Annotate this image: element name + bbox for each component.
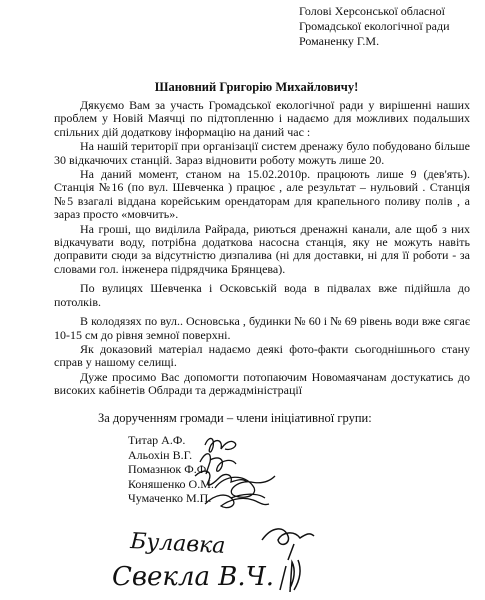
- paragraph: На нашій території при організації систем дренажу було побудовано більше 30 відкачючих станцій. Зараз відновити роботу можуть лише 20.: [54, 139, 470, 167]
- handwritten-name: Свекла В.Ч.: [112, 562, 274, 592]
- addressee-block: [299, 4, 450, 49]
- member-name: Коняшенко О.М.: [128, 476, 214, 491]
- members-list: [128, 433, 214, 506]
- signature-scribble: [215, 476, 275, 498]
- paragraph: По вулицях Шевченка і Осковській вода в підвалах вже підійшла до потолків.: [54, 281, 470, 309]
- member-name: Помазнюк Ф.Ф.: [128, 462, 210, 476]
- handwritten-flourish: [262, 529, 314, 560]
- addressee-line: Романенку Г.М.: [299, 34, 380, 48]
- member-name: Чумаченко М.П.: [128, 491, 212, 505]
- sign-line: За дорученням громади – члени ініціативної групи:: [98, 411, 372, 425]
- signature-scribble: [205, 495, 269, 508]
- letter-body: [54, 99, 470, 399]
- addressee-line: Голові Херсонської обласної: [299, 4, 446, 18]
- handwritten-flourish: [280, 560, 300, 592]
- member-name: Титар А.Ф.: [128, 433, 186, 447]
- member-name: Альохін В.Г.: [128, 447, 193, 462]
- paragraph: Дякуємо Вам за участь Громадської екологічної ради у вирішенні наших проблем у Новій Маячці по підтопленню і надаємо для можливих подальших спільних дій додаткову інформацію на даний час :: [54, 98, 470, 139]
- paragraph: На гроші, що виділила Райрада, риються дренажні канали, але щоб з них відкачувати воду, потрібна додаткова насосна станція, яку не можуть навіть доправити сюди за відсутністю дизпалива (ні для доставки, ні для її роботи - за словами гол. інженера підрядчика Брянцева).: [54, 221, 470, 276]
- paragraph: На даний момент, станом на 15.02.2010р. працюють лише 9 (дев'ять). Станція №16 (по вул. Шевченка ) працює , але результат – нульовий . Станція №5 взагалі віддана корейським орендаторам для крапельного поливу полів , а зараз просто «мовчить».: [54, 167, 470, 222]
- paragraph: Як доказовий матеріал надаємо деякі фото-факти сьогоднішнього стану справ у нашому селищі.: [54, 341, 470, 370]
- paragraph: Дуже просимо Вас допомогти потопаючим Новомаячанам достукатись до високих кабінетів Облради та держадміністрації: [54, 369, 470, 398]
- paragraph: В колодязях по вул.. Основська , будинки № 60 і № 69 рівень води вже сягає 10-15 см до рівня земної поверхні.: [54, 314, 470, 342]
- addressee-line: Громадської екологічної ради: [299, 19, 450, 33]
- handwritten-name: Булавка: [129, 529, 226, 559]
- greeting: Шановний Григорію Михайловичу!: [154, 80, 359, 94]
